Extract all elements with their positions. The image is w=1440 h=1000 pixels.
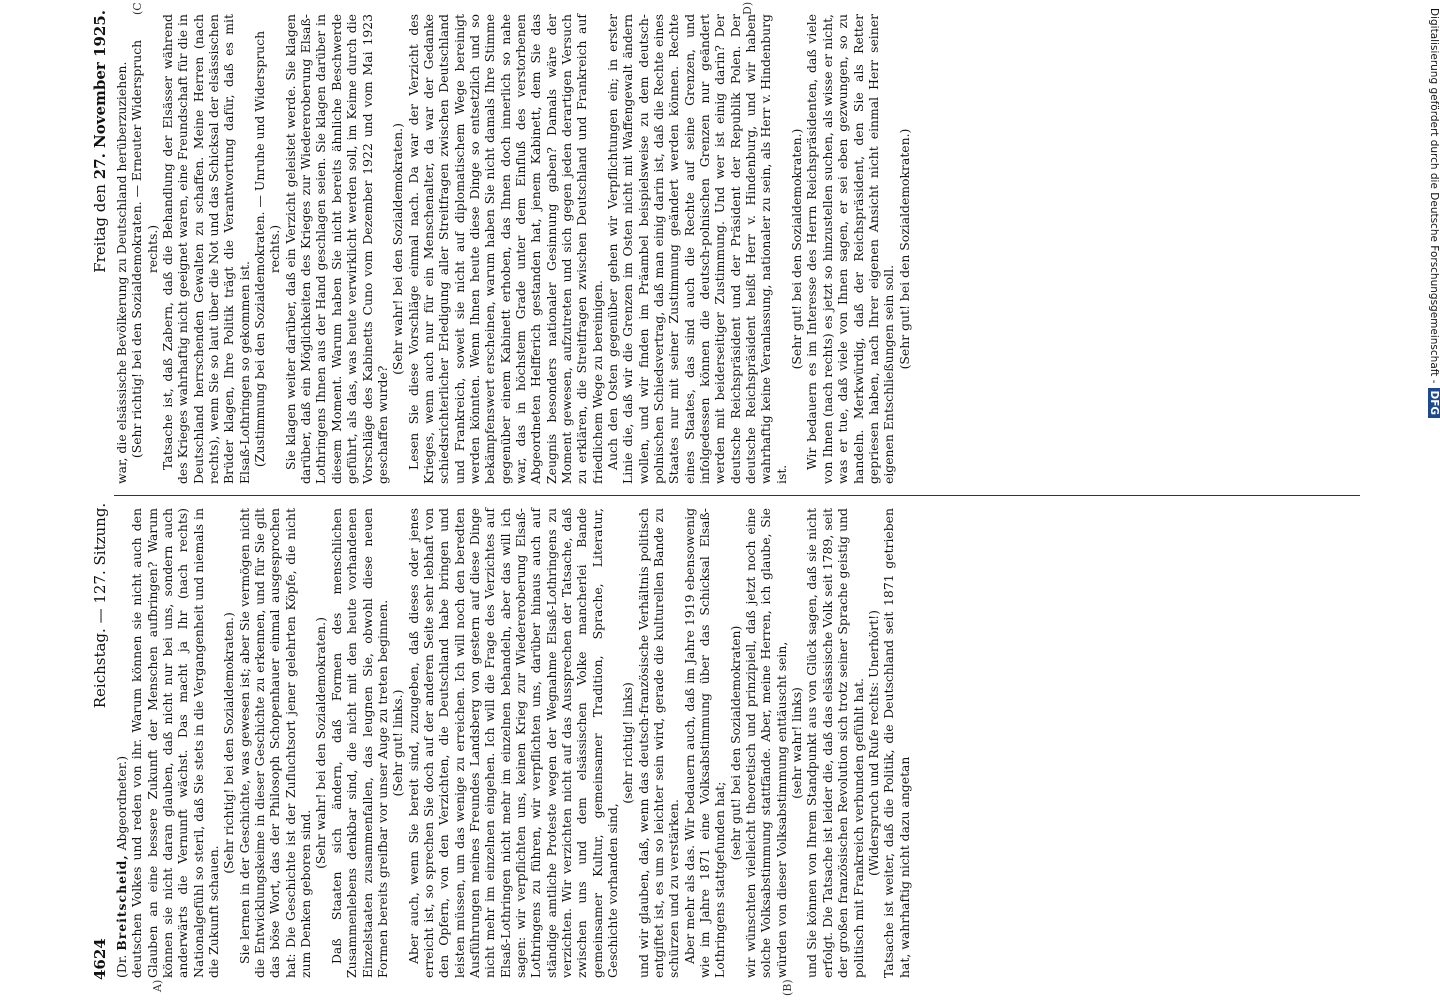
- paragraph: Tatsache ist, daß Zabern, daß die Behandlung der Elsässer während des Krieges wahrhaftig nicht geeignet waren, eine Freundschaft für die in Deutschland herrschenden Gewalten zu schaffen. Meine Herren (nach rechts), wenn Sie so laut über die Not und das Schicksal der elsässischen Brüder klagen, Ihre Politik trägt die Verantwortung dafür, daß es mit Elsaß-Lothringen so gekommen ist.: [160, 14, 252, 484]
- header-date: Freitag den 27. November 1925.: [90, 10, 109, 273]
- paragraph: Aber mehr als das. Wir bedauern auch, daß im Jahre 1919 ebensowenig wie im Jahre 1871 eine Volksabstimmung über das Schicksal Elsaß-Lothringens stattgefunden hat;: [681, 508, 728, 978]
- page-header: [86, 10, 108, 980]
- paragraph: Daß Staaten sich ändern, daß Formen des menschlichen Zusammenlebens denkbar sind, die nicht mit den heute vorhandenen Einzelstaaten zusammenfallen, das leugnen Sie, obwohl diese neuen Formen bereits greifbar vor unser Auge zu treten beginnen.: [328, 508, 390, 978]
- sponsor-text: Digitalisierung gefördert durch die Deutsche Forschungsgemeinschaft -: [1428, 8, 1440, 384]
- paragraph: und wir glauben, daß, wenn das deutsch-französische Verhältnis politisch entgiftet ist, es um so leichter sein wird, gerade die kulturellen Bande zu schürzen und zu verstärken.: [635, 508, 682, 978]
- margin-mark-a: A): [151, 979, 164, 992]
- document-page: [80, 0, 1380, 996]
- reaction: (sehr richtig! links): [620, 682, 636, 804]
- speaker-name: Breitscheid,: [114, 854, 129, 951]
- reaction: (Sehr gut! bei den Sozialdemokraten.): [896, 128, 912, 370]
- paragraph: Lesen Sie diese Vorschläge einmal nach. Da war der Verzicht des Krieges, wenn auch nur für ein Menschenalter, da war der Gedanke schiedsrichterlicher Erledigung aller Streitfragen zwischen Deutschland und Frankreich, soweit sie nicht auf diplomatischem Wege bereinigt werden könnten. Wenn Ihnen heute diese Dinge so entsetzlich und so bekämpfenswert erscheinen, warum haben Sie nicht damals Ihre Stimme gegenüber einem Kabinett erhoben, das Ihnen doch innerlich so nahe war, das in höchstem Grade unter dem Einfluß des verstorbenen Abgeordneten Helfferich gestanden hat, jenem Kabinett, dem Sie das Zeugnis besonders nationaler Gesinnung gaben? Damals wäre der Moment gewesen, aufzutreten und sich gegen jeden derartigen Versuch zu erklären, die Streitfragen zwischen Deutschland und Frankreich auf friedlichem Wege zu bereinigen.: [405, 14, 605, 484]
- margin-mark-c: (C: [131, 2, 144, 15]
- reaction: (Sehr richtig! bei den Sozialdemokraten. — Erneuter Widerspruch rechts.): [129, 39, 160, 459]
- margin-mark-d: D): [741, 1, 754, 15]
- reaction: (sehr wahr! links): [789, 687, 805, 799]
- dfg-logo: DFG: [1428, 388, 1440, 419]
- reaction: (Sehr wahr! bei den Sozialdemokraten.): [313, 617, 329, 869]
- paragraph: und Sie können von Ihrem Standpunkt aus von Glück sagen, daß sie nicht erfolgt. Die Tatsache ist leider die, daß das elsässische Volk seit 1789, seit der großen französischen Revolution sich trotz seiner Sprache geistig und politisch mit Frankreich verbunden gefühlt hat.: [804, 508, 866, 978]
- reaction: (Widerspruch und Rufe rechts: Unerhört!): [865, 610, 881, 877]
- speaker-line: (Dr. Breitscheid, Abgeordneter.): [114, 755, 129, 978]
- reaction: (Sehr gut! links.): [390, 689, 406, 797]
- margin-mark-b: (B): [781, 979, 794, 996]
- page-number: 4624: [90, 938, 109, 980]
- reaction: (Sehr richtig! bei den Sozialdemokraten.): [221, 612, 237, 874]
- reaction: (sehr gut! bei den Sozialdemokraten): [727, 625, 743, 861]
- reaction: (Zustimmung bei den Sozialdemokraten. — Unruhe und Widerspruch rechts.): [252, 30, 283, 468]
- paragraph: Tatsache ist weiter, daß die Politik, die Deutschland seit 1871 getrieben hat, wahrhaftig nicht dazu angetan: [881, 508, 912, 978]
- column-divider: [114, 495, 1360, 496]
- paragraph: Auch den Osten gegenüber gehen wir Verpflichtungen ein; in erster Linie die, daß wir die Grenzen im Osten nicht mit Waffengewalt ändern wollen, und wir finden im Präambel beispielsweise zu dem deutsch-polnischen Schiedsvertrag, daß man einig darin ist, daß die Rechte eines Staates nur mit seiner Zustimmung geändert werden können. Rechte eines Staates, das sind auch die Rechte auf seine Grenzen, und infolgedessen können die deutsch-polnischen Grenzen nur geändert werden mit beiderseitiger Zustimmung. Und wer ist einig darin? Der deutsche Reichspräsident und der Präsident der Republik Polen. Der deutsche Reichspräsident heißt Herr v. Hindenburg, und wir haben wahrhaftig keine Veranlassung, nationaler zu sein, als Herr v. Hindenburg ist.: [605, 14, 789, 484]
- paragraph: Sie klagen weiter darüber, daß ein Verzicht geleistet werde. Sie klagen darüber, daß ein Möglichkeiten des Krieges zur Wiedereroberung Elsaß-Lothringens Ihnen aus der Hand geschlagen seien. Sie klagen darüber in diesem Moment. Warum haben Sie nicht bereits ähnliche Beschwerde geführt, als das, was heute verwirklicht werden soll, im Keime durch die Vorschläge des Kabinetts Cuno vom Dezember 1922 und vom Mai 1923 geschaffen wurde?: [282, 14, 390, 484]
- paragraph: deutschen Volkes und reden von ihr. Warum können sie nicht auch den Glauben an eine bessere Zukunft der Menschen aufbringen? Warum können sie nicht daran glauben, daß nicht nur bei uns, sondern auch anderwärts die Vernunft wächst. Das macht ja Ihr (nach rechts) Nationalgefühl so steril, daß Sie stets in die Vergangenheit und niemals in die Zukunft schauen.: [129, 508, 222, 978]
- reaction: (Sehr wahr! bei den Sozialdemokraten.): [390, 123, 406, 375]
- paragraph: Wir bedauern es im Interesse des Herrn Reichspräsidenten, daß viele von Ihnen (nach rechts) es jetzt so hinzustellen suchen, als wisse er nicht, was er tue, daß viele von Ihnen sagen, er sei eben gezwungen, so zu handeln. Merkwürdig, daß der Reichspräsident, den Sie als Retter gepriesen haben, nach Ihrer eigenen Ansicht nicht einmal Herr seiner eigenen Entschließungen sein soll.: [804, 14, 897, 484]
- paragraph: Aber auch, wenn Sie bereit sind, zuzugeben, daß dieses oder jenes erreicht ist, so sprechen Sie doch auf der anderen Seite sehr lebhaft von den Opfern, von den Verzichten, die Deutschland habe bringen und leisten müssen, um das wenige zu erreichen. Ich will noch den beredten Ausführungen meines Freundes Landsberg von gestern auf diese Dinge nicht mehr im einzelnen eingehen. Ich will die Frage des Verzichtes auf Elsaß-Lothringen nicht mehr im einzelnen behandeln, aber das will ich sagen: wir verpflichten uns, keinen Krieg zur Wiedereroberung Elsaß-Lothringens zu führen, wir verpflichten uns, darüber hinaus auch auf ständige amtliche Proteste wegen der Wegnahme Elsaß-Lothringens zu verzichten. Wir verzichten nicht auf das Aussprechen der Tatsache, daß zwischen uns und dem elsässischen Volke mancherlei Bande gemeinsamer Kultur, gemeinsamer Tradition, Sprache, Literatur, Geschichte vorhanden sind,: [405, 508, 620, 978]
- sponsor-stamp: [1418, 8, 1440, 998]
- right-column: [114, 14, 1370, 484]
- paragraph: wir wünschten vielleicht theoretisch und prinzipiell, daß jetzt noch eine solche Volksabstimmung stattfände. Aber, meine Herren, ich glaube, Sie würden von dieser Volksabstimmung enttäuscht sein,: [743, 508, 789, 978]
- left-column: [114, 508, 1370, 978]
- reaction: (Sehr gut! bei den Sozialdemokraten.): [789, 128, 805, 370]
- paragraph: war, die elsässische Bevölkerung zu Deutschland herüberzuziehen.: [114, 61, 129, 484]
- header-session: Reichstag. — 127. Sitzung.: [90, 502, 109, 709]
- paragraph: Sie lernen in der Geschichte, was gewesen ist; aber Sie vermögen nicht die Entwicklungskeime in dieser Geschichte zu erkennen, und für Sie gilt das böse Wort, das der Philosoph Schopenhauer einmal ausgesprochen hat: Die Geschichte ist der Zufluchtsort jener gelehrten Köpfe, die nicht zum Denken geboren sind.: [236, 508, 314, 978]
